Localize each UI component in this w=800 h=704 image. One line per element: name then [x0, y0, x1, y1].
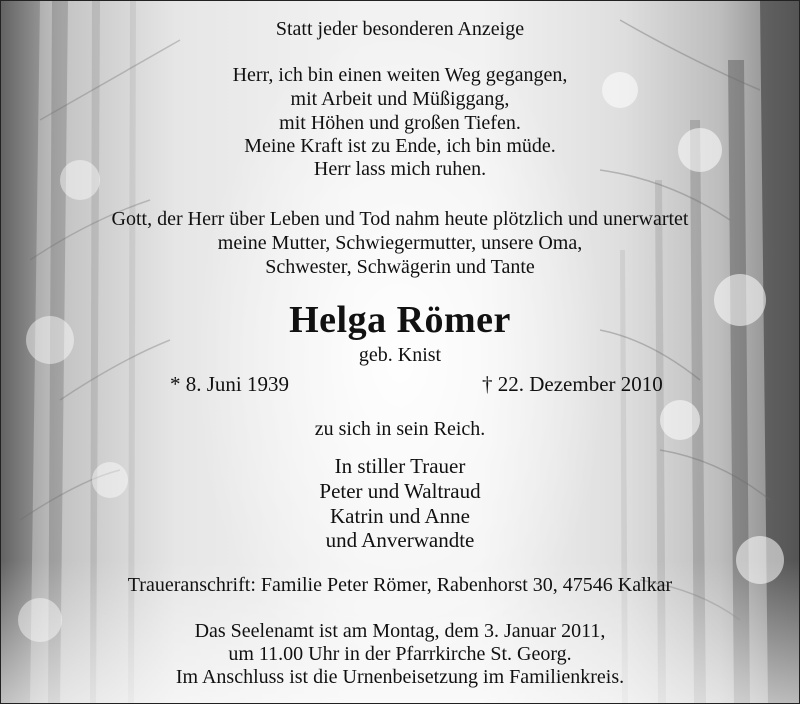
service-line: Im Anschluss ist die Urnenbeisetzung im Familienkreis.: [175, 666, 625, 688]
birth-date: * 8. Juni 1939: [170, 372, 290, 396]
service-line: um 11.00 Uhr in der Pfarrkirche St. Georg.: [228, 643, 572, 665]
service-line: Das Seelenamt ist am Montag, dem 3. Januar 2011,: [194, 620, 606, 642]
announcement-line: meine Mutter, Schwiegermutter, unsere Oma,: [217, 232, 583, 254]
mourner-line: In stiller Trauer: [334, 454, 466, 478]
poem-line: Herr lass mich ruhen.: [313, 158, 487, 180]
maiden-name: geb. Knist: [358, 344, 442, 366]
poem-line: mit Höhen und großen Tiefen.: [279, 112, 521, 134]
deceased-name: Helga Römer: [289, 299, 511, 341]
mourner-line: Katrin und Anne: [330, 504, 470, 528]
death-date: † 22. Dezember 2010: [482, 372, 663, 396]
mourner-line: und Anverwandte: [325, 528, 475, 552]
announcement-line: Schwester, Schwägerin und Tante: [265, 256, 535, 278]
reich-line: zu sich in sein Reich.: [314, 418, 486, 440]
mourner-line: Peter und Waltraud: [319, 479, 481, 503]
mourning-address: Traueranschrift: Familie Peter Römer, Rabenhorst 30, 47546 Kalkar: [127, 574, 673, 596]
poem-line: Herr, ich bin einen weiten Weg gegangen,: [232, 64, 568, 86]
poem-line: Meine Kraft ist zu Ende, ich bin müde.: [244, 135, 556, 157]
announcement-line: Gott, der Herr über Leben und Tod nahm heute plötzlich und unerwartet: [111, 208, 689, 230]
poem-line: mit Arbeit und Müßiggang,: [290, 88, 510, 110]
header-line: Statt jeder besonderen Anzeige: [275, 18, 525, 40]
